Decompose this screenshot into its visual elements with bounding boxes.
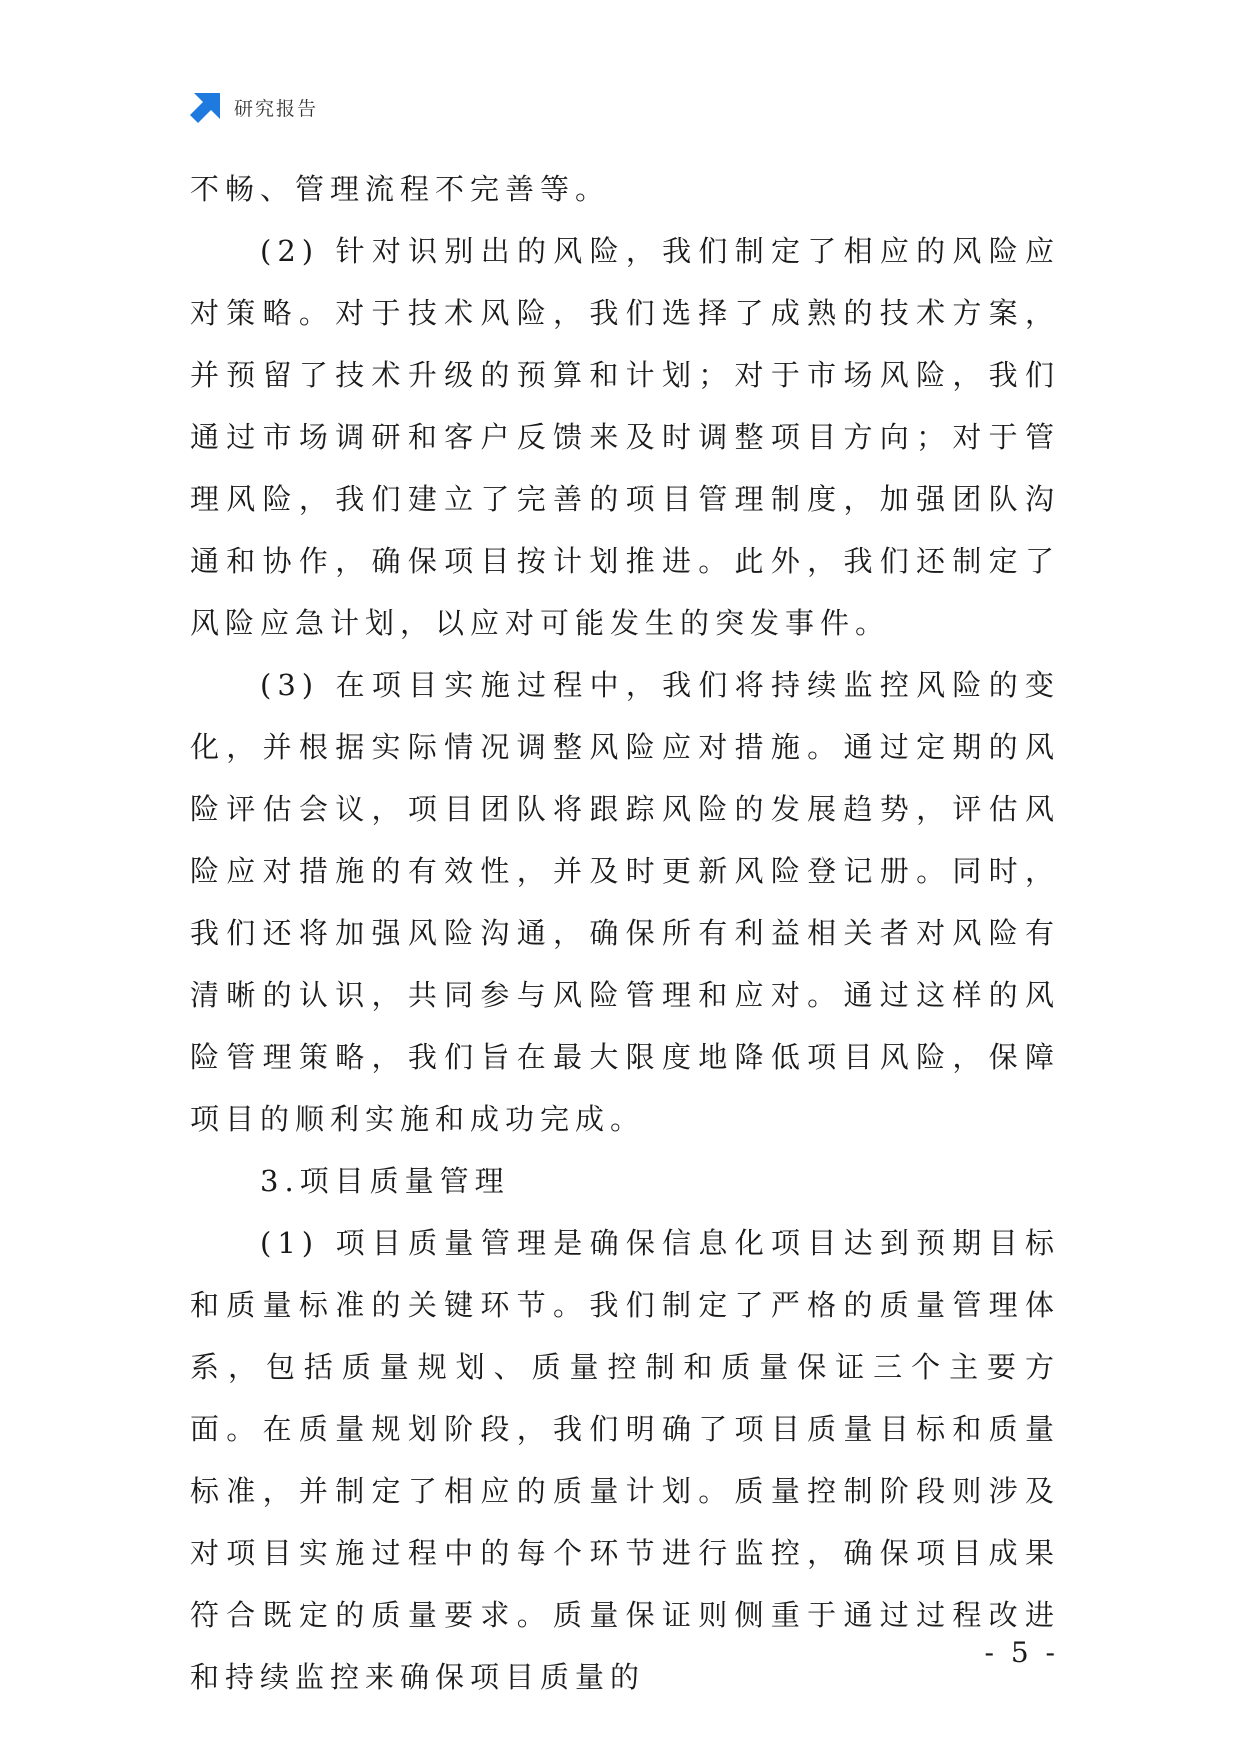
paragraph-quality-management: (1) 项目质量管理是确保信息化项目达到预期目标和质量标准的关键环节。我们制定了严格的质量管理体系，包括质量规划、质量控制和质量保证三个主要方面。在质量规划阶段，我们明确了项目质量目标和质量标准，并制定了相应的质量计划。质量控制阶段则涉及对项目实施过程中的每个环节进行监控，确保项目成果符合既定的质量要求。质量保证则侧重于通过过程改进和持续监控来确保项目质量的 xyxy=(190,1226,1060,1694)
page-header xyxy=(190,90,318,124)
document-body xyxy=(190,158,1060,1708)
paragraph-risk-response: (2) 针对识别出的风险，我们制定了相应的风险应对策略。对于技术风险，我们选择了成熟的技术方案，并预留了技术升级的预算和计划；对于市场风险，我们通过市场调研和客户反馈来及时调整项目方向；对于管理风险，我们建立了完善的项目管理制度，加强团队沟通和协作，确保项目按计划推进。此外，我们还制定了风险应急计划，以应对可能发生的突发事件。 xyxy=(190,234,1060,640)
paragraph-risk-monitoring: (3) 在项目实施过程中，我们将持续监控风险的变化，并根据实际情况调整风险应对措施。通过定期的风险评估会议，项目团队将跟踪风险的发展趋势，评估风险应对措施的有效性，并及时更新风险登记册。同时，我们还将加强风险沟通，确保所有利益相关者对风险有清晰的认识，共同参与风险管理和应对。通过这样的风险管理策略，我们旨在最大限度地降低项目风险，保障项目的顺利实施和成功完成。 xyxy=(190,668,1060,1136)
page-number: - 5 - xyxy=(984,1636,1059,1669)
arrow-up-right-icon xyxy=(190,91,222,123)
paragraph-continuation: 不畅、管理流程不完善等。 xyxy=(190,172,611,206)
header-title: 研究报告 xyxy=(234,97,319,120)
section-heading-quality: 3.项目质量管理 xyxy=(260,1164,510,1198)
